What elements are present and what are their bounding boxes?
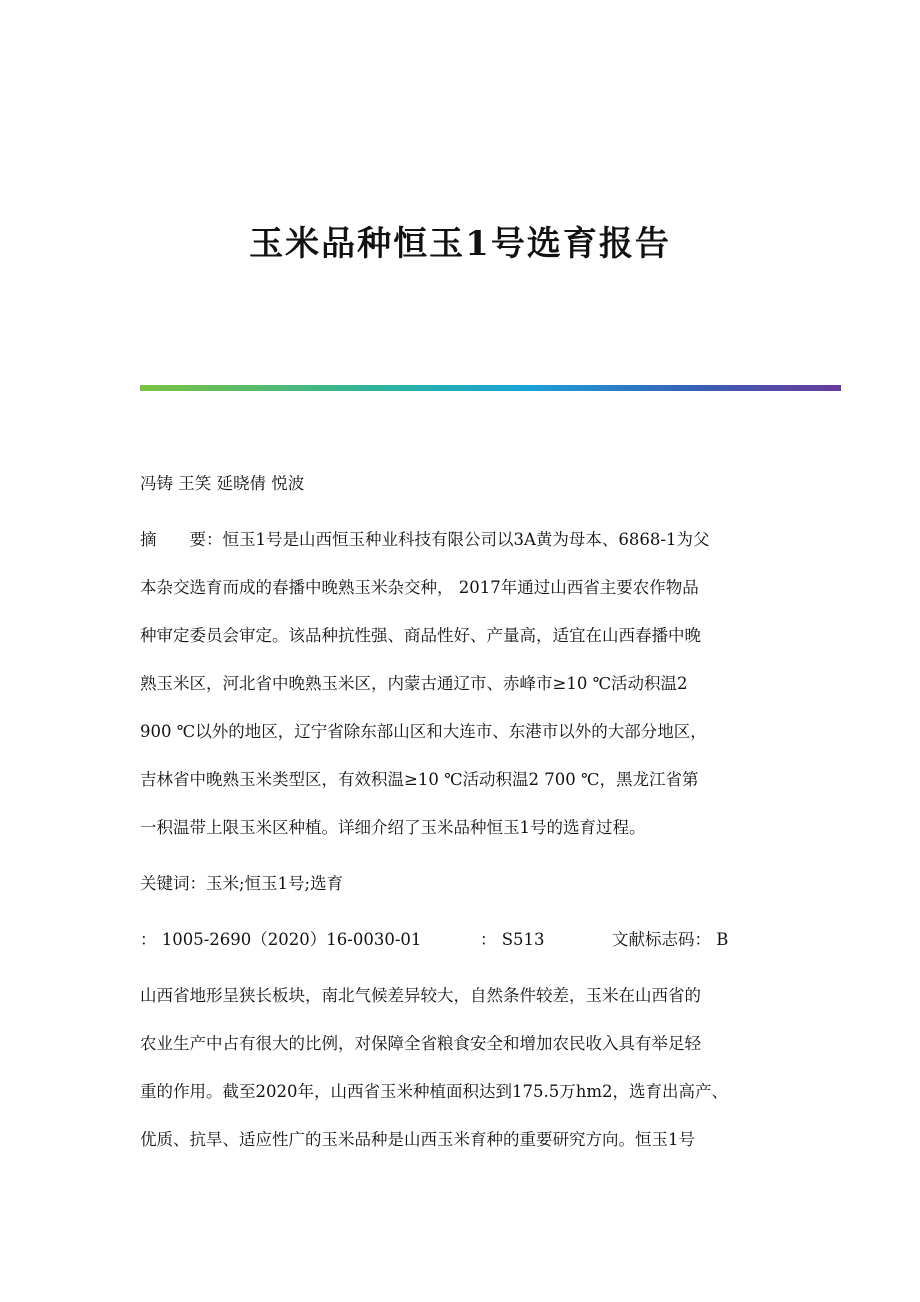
abstract-label: 摘 要： (140, 530, 223, 549)
body-line: 优质、抗旱、适应性广的玉米品种是山西玉米育种的重要研究方向。恒玉1号 (140, 1130, 695, 1149)
abstract-line: 900 ℃以外的地区，辽宁省除东部山区和大连市、东港市以外的大部分地区， (140, 722, 707, 741)
document-title: 玉米品种恒玉1号选育报告 (249, 224, 671, 264)
abstract-line: 种审定委员会审定。该品种抗性强、商品性好、产量高，适宜在山西春播中晚 (140, 626, 701, 645)
abstract-text: 恒玉1号是山西恒玉种业科技有限公司以3A黄为母本、6868-1为父 (222, 530, 710, 549)
body-line: 山西省地形呈狭长板块，南北气候差异较大，自然条件较差，玉米在山西省的 (140, 986, 701, 1005)
abstract-line: 本杂交选育而成的春播中晚熟玉米杂交种， 2017年通过山西省主要农作物品 (140, 578, 699, 597)
keywords: 关键词：玉米;恒玉1号;选育 (140, 874, 344, 893)
gradient-divider (140, 385, 841, 391)
abstract-line (140, 530, 709, 550)
article-meta (140, 930, 760, 950)
body-line: 重的作用。截至2020年，山西省玉米种植面积达到175.5万hm2，选育出高产、 (140, 1082, 728, 1101)
abstract-line: 一积温带上限玉米区种植。详细介绍了玉米品种恒玉1号的选育过程。 (140, 818, 646, 837)
abstract-line: 熟玉米区，河北省中晚熟玉米区，内蒙古通辽市、赤峰市≥10 ℃活动积温2 (140, 674, 688, 693)
body-line: 农业生产中占有很大的比例，对保障全省粮食安全和增加农民收入具有举足轻 (140, 1034, 701, 1053)
abstract-line: 吉林省中晚熟玉米类型区，有效积温≥10 ℃活动积温2 700 ℃，黑龙江省第 (140, 770, 699, 789)
authors: 冯铸 王笑 延晓倩 悦波 (140, 474, 305, 493)
article-number: ： 1005-2690（2020）16-0030-01 (140, 930, 422, 949)
clc-number: ： S513 (480, 930, 545, 949)
document-code: 文献标志码： B (612, 930, 729, 949)
